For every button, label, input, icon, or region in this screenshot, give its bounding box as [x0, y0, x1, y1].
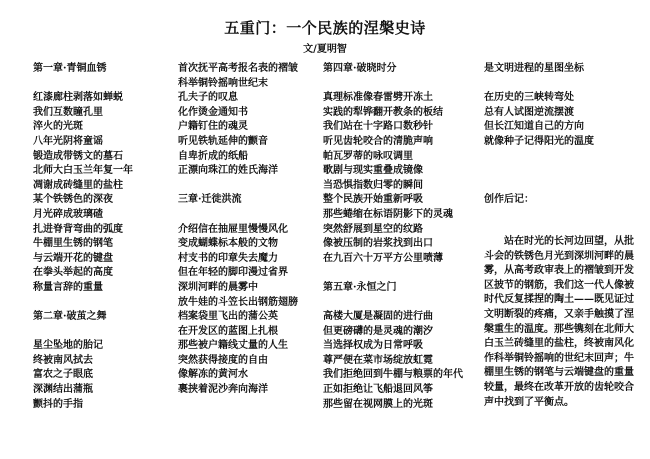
poem-line: 红漆廊柱剥落如蝉蜕 — [33, 92, 123, 104]
poem-line — [33, 296, 133, 311]
poem-line: 我们拒绝回到牛棚与粮票的年代 — [323, 369, 463, 381]
poem-line: 高楼大厦是凝固的进行曲 — [323, 311, 433, 323]
chapter-heading: 第四章·破晓时分 — [323, 63, 397, 74]
poem-line — [484, 164, 594, 179]
poem-line: 变成蝴蝶标本般的文物 — [178, 238, 278, 250]
poem-line: 正如拒绝让飞船退回风筝 — [323, 384, 433, 396]
poem-line: 颤抖的手指 — [33, 398, 83, 410]
poem-line: 与云端开花的键盘 — [33, 252, 113, 264]
chapter-heading: 第五章·永恒之门 — [323, 281, 397, 293]
poem-line: 尊严便在菜市场绽放虹霓 — [323, 354, 433, 366]
poem-line: 在历史的三峡转弯处 — [484, 92, 574, 104]
poem-line: 某个铁锈色的深夜 — [33, 194, 113, 206]
poem-column-2 — [178, 62, 298, 398]
poem-line: 像解冻的黄河水 — [178, 369, 248, 381]
poem-line: 在开发区的蓝图上扎根 — [178, 325, 278, 337]
poem-line — [484, 77, 594, 92]
author-line: 文/夏明智 — [303, 44, 347, 55]
document-title: 五重门：一个民族的涅槃史诗 — [224, 19, 426, 37]
poem-column-3 — [323, 62, 463, 412]
poem-line — [323, 296, 463, 311]
poem-line: 在九百六十万平方公里喷薄 — [323, 252, 443, 264]
poem-line: 是文明进程的星图坐标 — [484, 63, 584, 74]
poem-column-1 — [33, 62, 133, 412]
poem-line: 自卑折成的纸船 — [178, 150, 248, 162]
poem-line: 那些蜷缩在标语阴影下的灵魂 — [323, 208, 453, 220]
poem-line: 突然获得接度的自由 — [178, 354, 268, 366]
poem-line: 总有人试图逆流摆渡 — [484, 106, 574, 118]
poem-line: 凋谢成砖缝里的盐柱 — [33, 179, 123, 191]
chapter-heading: 三章·迁徙洪流 — [178, 194, 242, 206]
poem-line: 淬火的光斑 — [33, 121, 83, 133]
poem-line: 村支书的印章失去魔力 — [178, 252, 278, 264]
poem-line: 月光碎成玻璃碴 — [33, 208, 103, 220]
poem-line: 当选择权成为日常呼吸 — [323, 340, 423, 352]
poem-line: 就像种子记得阳光的温度 — [484, 135, 594, 147]
poem-line: 首次抚平高考报名表的褶皱 — [178, 63, 298, 74]
poem-line: 锻造成带锈文的墓石 — [33, 150, 123, 162]
poem-line: 那些被户籍线丈量的人生 — [178, 340, 288, 352]
poem-line: 北师大白玉兰年复一年 — [33, 165, 133, 177]
poem-line: 户籍钉住的魂灵 — [178, 121, 248, 133]
poem-line: 那些留在视网膜上的光斑 — [323, 398, 433, 410]
chapter-heading: 第二章·破茧之舞 — [33, 311, 107, 323]
poem-line: 深圳河畔的晨雾中 — [178, 281, 258, 293]
poem-line — [33, 325, 133, 340]
poem-line — [33, 77, 133, 92]
poem-line: 介绍信在抽屉里慢慢风化 — [178, 223, 288, 235]
poem-line: 但更磅礴的是灵魂的潮汐 — [323, 325, 433, 337]
poem-line: 孔夫子的叹息 — [178, 92, 238, 104]
poem-column-4 — [484, 62, 594, 208]
poem-line — [323, 77, 463, 92]
poem-line: 实践的犁铧翻开教条的板结 — [323, 106, 443, 118]
poem-line: 放牛娃的斗笠长出钢筋翅膀 — [178, 296, 298, 308]
poem-line: 正漂向珠江的姓氏海洋 — [178, 165, 278, 177]
poem-line: 我们站在十字路口数秒针 — [323, 121, 433, 133]
poem-line: 深渊结出蒲瓶 — [33, 384, 93, 396]
poem-line: 帕瓦罗蒂的咏叹调里 — [323, 150, 413, 162]
afterword-paragraph: 站在时光的长河边回望，从批斗会的铁锈色月光到深圳河畔的晨雾，从高考政审表上的褶皱到开发区披节的钢筋，我们这一代人像被时代反复揉捏的陶土——既见证过文明断裂的疼痛，又亲手触摸了涅槃重生的温度。那些镌刻在北师大白玉兰砖缝里的盐柱，终被南风化作科举铜铃摇响的世纪末回声；牛棚里生锈的钢笔与云端键盘的重量较量，最终在改革开放的齿轮咬合声中找到了平衡点。 — [484, 236, 634, 408]
poem-line — [484, 179, 594, 194]
poem-line: 我们互数瞳孔里 — [33, 106, 103, 118]
poem-line — [484, 150, 594, 165]
poem-line: 终被南风拭去 — [33, 354, 93, 366]
poem-line: 化作烫金通知书 — [178, 106, 248, 118]
poem-line — [323, 266, 463, 281]
poem-line: 牛棚里生锈的钢笔 — [33, 238, 113, 250]
poem-line: 真理标准像春雷劈开冻土 — [323, 92, 433, 104]
poem-line: 歌剧与现实重叠成镜像 — [323, 165, 423, 177]
poem-line: 突然舒展到星空的纹路 — [323, 223, 423, 235]
poem-line: 称量言辞的重量 — [33, 281, 103, 293]
poem-line: 富农之子眼底 — [33, 369, 93, 381]
poem-line: 听见铁轨延伸的颤音 — [178, 135, 268, 147]
poem-line: 科举铜铃摇响世纪末 — [178, 77, 268, 89]
poem-line: 像被压制的岩浆找到出口 — [323, 238, 433, 250]
poem-line: 八年光阴将童谣 — [33, 135, 103, 147]
poem-line: 档案袋里飞出的蒲公英 — [178, 311, 278, 323]
poem-line: 扎进脊背弯曲的弧度 — [33, 223, 123, 235]
poem-line: 听见齿轮咬合的清脆声响 — [323, 135, 433, 147]
poem-line: 创作后记： — [484, 194, 534, 206]
poem-line: 整个民族开始重新呼吸 — [323, 194, 423, 206]
poem-line: 在拳头举起的高度 — [33, 267, 113, 279]
poem-line: 但长江知道自己的方向 — [484, 121, 584, 133]
chapter-heading: 第一章·青铜血锈 — [33, 63, 107, 74]
poem-line — [178, 208, 298, 223]
poem-line: 但在年轻的脚印漫过省界 — [178, 267, 288, 279]
poem-line — [178, 179, 298, 194]
poem-line: 裹挟着泥沙奔向海洋 — [178, 384, 268, 396]
poem-line: 当恐惧指数归零的瞬间 — [323, 179, 423, 191]
poem-line: 星尘坠地的胎记 — [33, 340, 103, 352]
